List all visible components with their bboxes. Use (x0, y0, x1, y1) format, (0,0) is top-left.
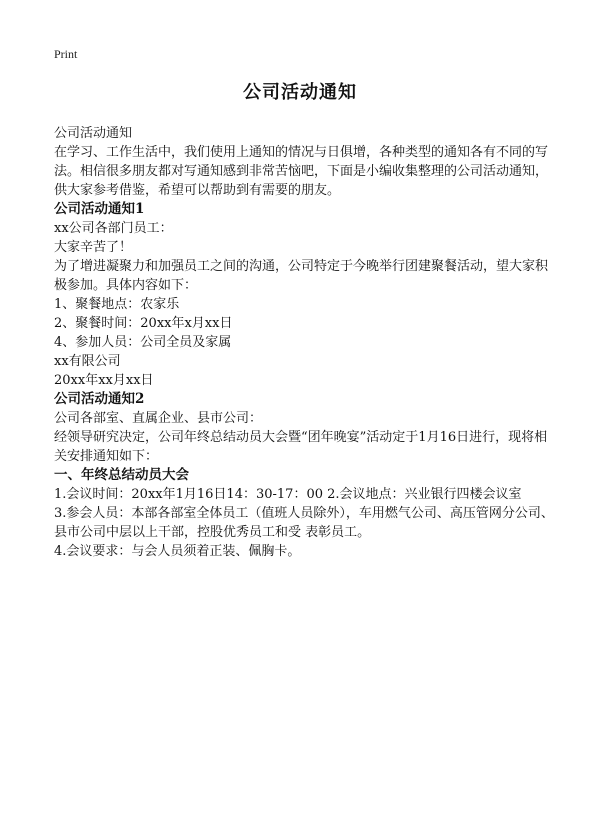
notice1-salutation: 大家辛苦了！ (54, 240, 133, 255)
intro-label: 公司活动通知 (54, 126, 133, 141)
notice1-item: 4、参加人员：公司全员及家属 (54, 335, 232, 350)
notice2-greeting: 公司各部室、直属企业、县市公司： (54, 411, 263, 426)
document-title: 公司活动通知 (243, 82, 357, 103)
notice1-signature: xx有限公司 (54, 354, 121, 369)
intro-paragraph: 在学习、工作生活中，我们使用上通知的情况与日俱增，各种类型的通知各有不同的写法。相信很多朋友都对写通知感到非常苦恼吧，下面是小编收集整理的公司活动通知，供大家参考借鉴，希望可以帮助到有需要的朋友。 (54, 145, 549, 198)
notice2-heading: 公司活动通知2 (54, 391, 145, 407)
notice1-date: 20xx年xx月xx日 (54, 373, 154, 388)
notice1-item: 2、聚餐时间：20xx年x月xx日 (54, 316, 233, 331)
notice1-body: 为了增进凝聚力和加强员工之间的沟通，公司特定于今晚举行团建聚餐活动，望大家积极参加。具体内容如下： (54, 259, 549, 293)
notice2-item: 3.参会人员：本部各部室全体员工（值班人员除外），车用燃气公司、高压管网分公司、县市公司中层以上干部，控股优秀员工和受 表彰员工。 (54, 506, 554, 540)
notice2-item: 4.会议要求：与会人员须着正装、佩胸卡。 (54, 544, 301, 559)
print-label[interactable]: Print (54, 47, 78, 61)
notice2-item: 1.会议时间：20xx年1月16日14：30-17：00 2.会议地点：兴业银行四楼会议室 (54, 487, 522, 502)
document-body (54, 124, 554, 561)
notice1-heading: 公司活动通知1 (54, 201, 145, 217)
notice1-greeting: xx公司各部门员工： (54, 221, 173, 236)
notice1-item: 1、聚餐地点：农家乐 (54, 297, 180, 312)
notice2-section-heading: 一、年终总结动员大会 (54, 467, 189, 483)
notice2-body: 经领导研究决定，公司年终总结动员大会暨“团年晚宴”活动定于1月16日进行，现将相关安排通知如下： (54, 430, 548, 464)
